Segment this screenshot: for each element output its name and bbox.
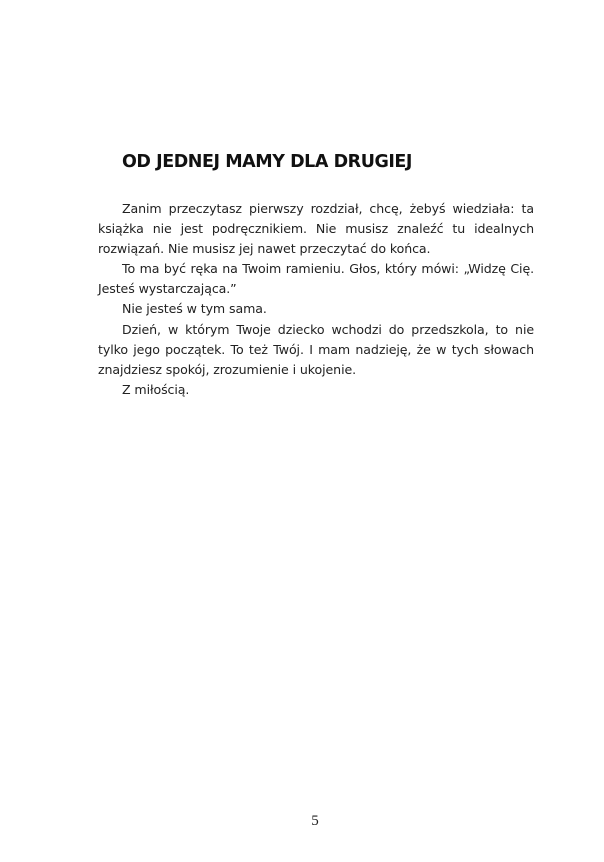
paragraph-not-alone: Nie jesteś w tym sama.: [122, 301, 267, 317]
paragraph-first-day: Dzień, w którym Twoje dziecko wchodzi do przedszkola, to nie tylko jego początek. To też Twój. I mam nadzieję, że w tych słowach znajdziesz spokój, zrozumienie i ukojenie.: [98, 321, 534, 377]
body-text: [98, 199, 534, 400]
page-number: 5: [311, 813, 319, 829]
paragraph-hand-on-shoulder: To ma być ręka na Twoim ramieniu. Głos, który mówi: „Widzę Cię. Jesteś wystarczająca.”: [98, 261, 534, 297]
chapter-title: OD JEDNEJ MAMY DLA DRUGIEJ: [122, 152, 412, 172]
paragraph-intro: Zanim przeczytasz pierwszy rozdział, chcę, żebyś wiedziała: ta książka nie jest podręcznikiem. Nie musisz znaleźć tu idealnych rozwiązań. Nie musisz jej nawet przeczytać do końca.: [98, 201, 534, 257]
paragraph-closing: Z miłością.: [122, 381, 190, 397]
